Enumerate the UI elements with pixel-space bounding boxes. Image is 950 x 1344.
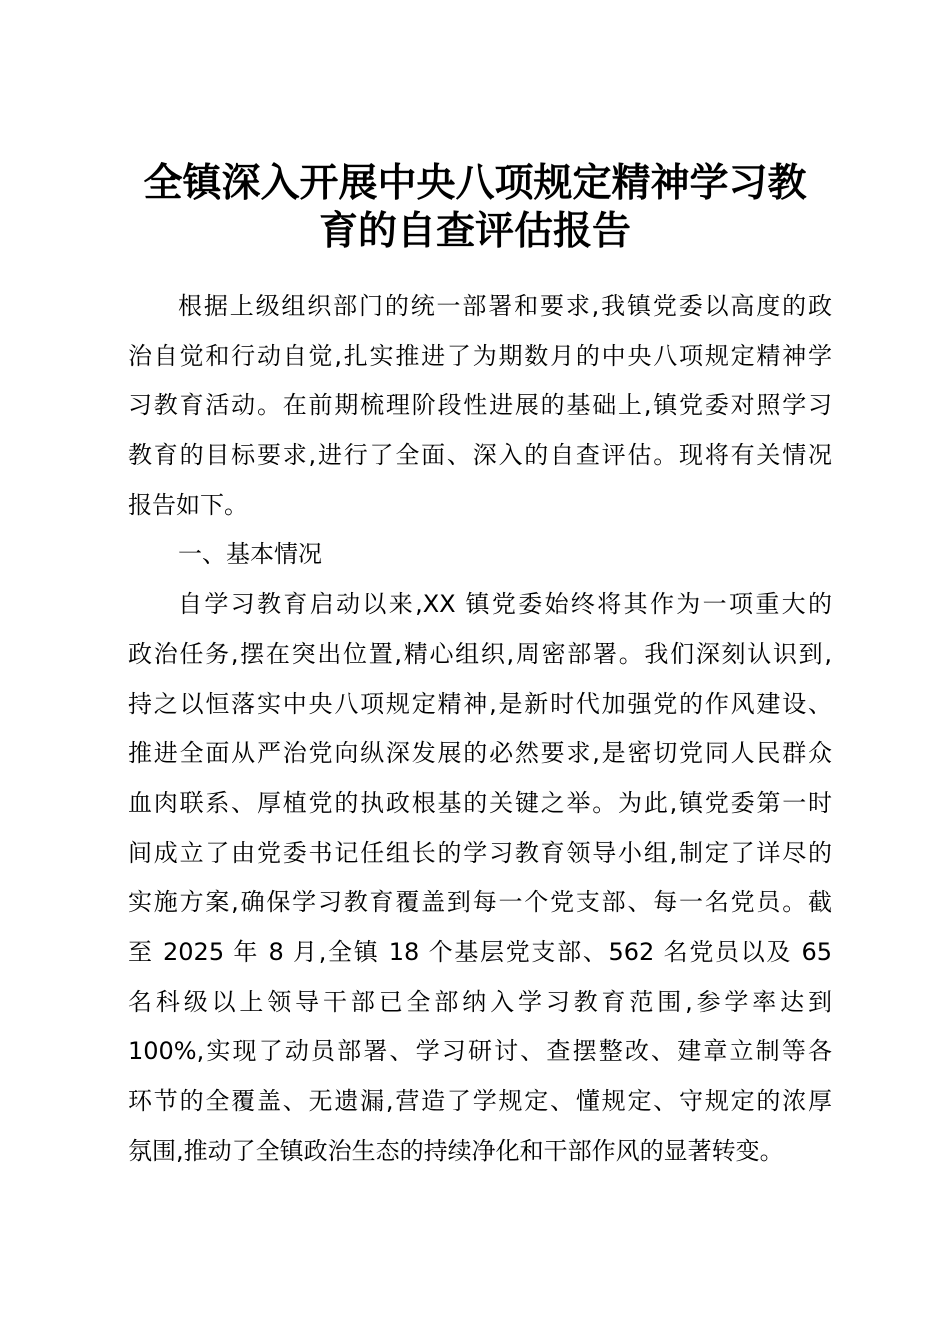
- text-line: 间成立了由党委书记任组长的学习教育领导小组,制定了详尽的: [128, 838, 832, 867]
- basic-situation-paragraph: [128, 580, 832, 1176]
- text-line: 实施方案,确保学习教育覆盖到每一个党支部、每一名党员。截: [128, 888, 832, 917]
- text-line: 氛围,推动了全镇政治生态的持续净化和干部作风的显著转变。: [128, 1136, 784, 1165]
- text-line: 血肉联系、厚植党的执政根基的关键之举。为此,镇党委第一时: [128, 788, 832, 817]
- text-line: 至 2025 年 8 月,全镇 18 个基层党支部、562 名党员以及 65: [128, 937, 832, 966]
- title-line-2: 育的自查评估报告: [318, 209, 631, 254]
- section-heading-text: 一、基本情况: [178, 540, 322, 569]
- title-line-1: 全镇深入开展中央八项规定精神学习教: [143, 161, 807, 206]
- intro-paragraph: [128, 282, 832, 530]
- text-line: 持之以恒落实中央八项规定精神,是新时代加强党的作风建设、: [128, 689, 832, 718]
- text-line: 根据上级组织部门的统一部署和要求,我镇党委以高度的政: [178, 292, 832, 320]
- text-line: 教育的目标要求,进行了全面、深入的自查评估。现将有关情况: [128, 441, 832, 470]
- text-line: 治自觉和行动自觉,扎实推进了为期数月的中央八项规定精神学: [128, 341, 832, 370]
- text-line: 环节的全覆盖、无遗漏,营造了学规定、懂规定、守规定的浓厚: [128, 1087, 832, 1115]
- text-line: 报告如下。: [128, 490, 248, 519]
- document-title: [110, 160, 840, 256]
- document-body: [128, 282, 832, 1176]
- section-heading: [128, 530, 832, 580]
- text-line: 习教育活动。在前期梳理阶段性进展的基础上,镇党委对照学习: [128, 391, 832, 420]
- text-line: 推进全面从严治党向纵深发展的必然要求,是密切党同人民群众: [128, 739, 832, 768]
- text-line: 100%,实现了动员部署、学习研讨、查摆整改、建章立制等各: [128, 1037, 832, 1066]
- text-line: 政治任务,摆在突出位置,精心组织,周密部署。我们深刻认识到,: [128, 639, 832, 668]
- text-line: 自学习教育启动以来,XX 镇党委始终将其作为一项重大的: [178, 590, 832, 619]
- text-line: 名科级以上领导干部已全部纳入学习教育范围,参学率达到: [128, 987, 832, 1016]
